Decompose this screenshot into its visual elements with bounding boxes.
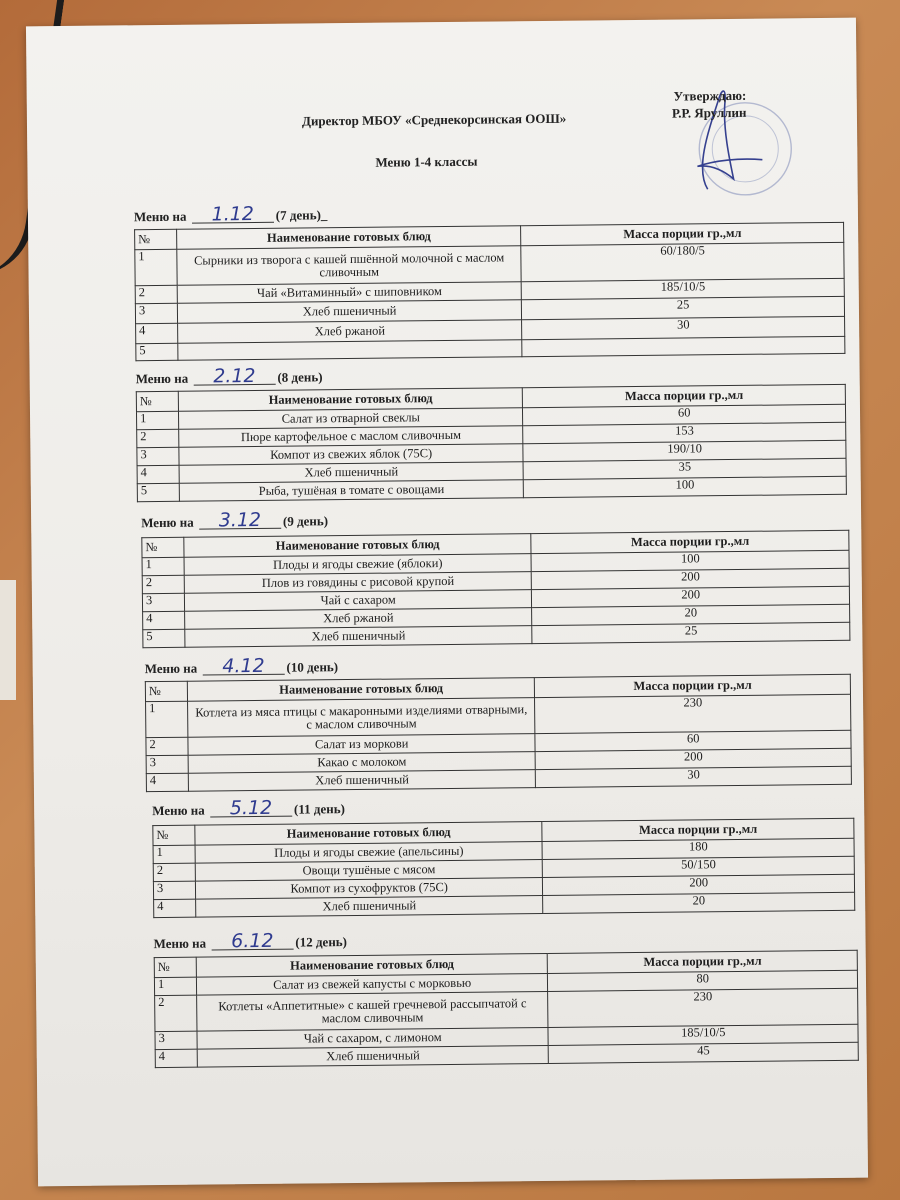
approver-name: Р.Р. Яруллин: [671, 104, 747, 121]
approval-block: [672, 87, 747, 122]
menu-label-text: Меню на: [141, 514, 194, 531]
col-header-number: №: [153, 825, 195, 845]
director-title: Директор МБОУ «Среднекорсинская ООШ»: [301, 110, 567, 129]
menu-day-heading: [134, 205, 328, 225]
row-number: 2: [146, 737, 188, 755]
dish-name: Хлеб пшеничный: [185, 626, 533, 648]
row-number: 1: [136, 411, 178, 429]
dish-name: Чай «Витаминный» с шиповником: [177, 282, 522, 304]
menu-label-text: Меню на: [133, 208, 187, 225]
row-number: 2: [135, 285, 177, 303]
col-header-number: №: [142, 537, 184, 557]
portion-mass: 230: [535, 694, 851, 733]
portion-mass: 185/10/5: [548, 1024, 858, 1045]
row-number: 4: [136, 323, 178, 343]
menu-day-heading: [144, 654, 339, 678]
row-number: 2: [155, 995, 197, 1031]
dish-name: Сырники из творога с кашей пшённой молочной с маслом сливочным: [177, 246, 522, 286]
menu-table: [134, 222, 845, 361]
row-number: 4: [143, 611, 185, 629]
menu-day-heading: [152, 796, 345, 820]
col-header-portion-mass: Масса порции гр.,мл: [548, 950, 858, 973]
portion-mass: 190/10: [523, 440, 846, 461]
dish-name: Хлеб ржаной: [178, 320, 523, 344]
dish-name: Котлеты «Аппетитные» с кашей гречневой рассыпчатой с маслом сливочным: [197, 991, 549, 1031]
row-number: 3: [155, 1031, 197, 1049]
menu-day-heading: [153, 929, 348, 953]
dish-name: Чай с сахаром: [184, 590, 532, 612]
portion-mass: 180: [542, 838, 854, 859]
col-header-number: №: [145, 681, 187, 701]
row-number: 1: [153, 845, 195, 863]
col-header-dish-name: Наименование готовых блюд: [195, 822, 543, 846]
portion-mass: 60: [523, 404, 846, 425]
approve-label: Утверждаю:: [673, 87, 747, 104]
dish-name: Плоды и ягоды свежие (апельсины): [195, 842, 543, 864]
col-header-number: №: [136, 391, 178, 411]
dish-name: Компот из сухофруктов (75С): [195, 878, 543, 900]
row-number: 2: [142, 575, 184, 593]
menu-label-text: Меню на: [153, 935, 207, 952]
menu-day-number: (9 день): [282, 513, 329, 529]
portion-mass: 20: [532, 604, 850, 625]
menu-document-sheet: [26, 18, 868, 1187]
dish-name: Компот из свежих яблок (75С): [179, 444, 524, 466]
menu-day-number: (12 день): [295, 934, 348, 950]
row-number: 1: [142, 557, 184, 575]
dish-name: Котлета из мяса птицы с макаронными изделиями отварными, с маслом сливочным: [187, 698, 535, 738]
dish-name: Хлеб ржаной: [185, 608, 533, 630]
dish-name: Пюре картофельное с маслом сливочным: [179, 426, 524, 448]
menu-table: [136, 384, 847, 502]
row-number: 5: [137, 483, 179, 501]
row-number: 3: [146, 755, 188, 773]
col-header-portion-mass: Масса порции гр.,мл: [521, 222, 844, 245]
portion-mass: 35: [524, 458, 847, 479]
dish-name: Рыба, тушёная в томате с овощами: [179, 480, 524, 502]
row-number: 3: [153, 881, 195, 899]
portion-mass: 25: [532, 622, 850, 643]
menu-label-text: Меню на: [135, 370, 189, 387]
menu-day-number: (7 день)_: [275, 207, 328, 223]
menu-label-text: Меню на: [152, 802, 205, 819]
row-number: 3: [137, 447, 179, 465]
row-number: 5: [143, 629, 185, 647]
dish-name: Плов из говядины с рисовой крупой: [184, 572, 532, 594]
portion-mass: 30: [536, 766, 852, 787]
col-header-portion-mass: Масса порции гр.,мл: [531, 530, 849, 553]
row-number: 1: [154, 977, 196, 995]
handwritten-date: 4.12: [202, 658, 284, 676]
dish-name: [178, 340, 523, 361]
menu-table: [141, 530, 850, 648]
portion-mass: 60/180/5: [521, 242, 844, 281]
row-number: 4: [146, 773, 188, 791]
dish-name: Хлеб пшеничный: [196, 896, 544, 918]
dish-name: Хлеб пшеничный: [179, 462, 524, 484]
row-number: 3: [135, 303, 177, 323]
portion-mass: 200: [532, 586, 850, 607]
menu-day-heading: [135, 364, 323, 388]
dish-name: Салат из моркови: [188, 734, 536, 756]
col-header-number: №: [154, 957, 196, 977]
menu-subtitle: Меню 1-4 классы: [375, 153, 478, 170]
dish-name: Плоды и ягоды свежие (яблоки): [184, 554, 532, 576]
row-number: 4: [155, 1049, 197, 1067]
menu-table: [154, 950, 859, 1068]
portion-mass: 60: [535, 730, 851, 751]
row-number: 4: [154, 899, 196, 917]
portion-mass: 230: [548, 988, 858, 1027]
portion-mass: 200: [543, 874, 855, 895]
portion-mass: 185/10/5: [522, 278, 845, 299]
menu-day-number: (8 день): [277, 369, 323, 385]
row-number: 2: [153, 863, 195, 881]
dish-name: Хлеб пшеничный: [177, 300, 522, 324]
row-number: 1: [146, 701, 188, 737]
portion-mass: 80: [548, 970, 858, 991]
col-header-portion-mass: Масса порции гр.,мл: [523, 384, 846, 407]
portion-mass: 50/150: [543, 856, 855, 877]
menu-day-number: (11 день): [293, 801, 345, 817]
col-header-portion-mass: Масса порции гр.,мл: [535, 674, 851, 697]
menu-day-heading: [141, 508, 329, 532]
handwritten-date: 6.12: [211, 933, 293, 951]
menu-table: [145, 674, 852, 792]
menu-label-text: Меню на: [144, 660, 198, 677]
handwritten-date: 2.12: [193, 368, 275, 386]
portion-mass: 30: [522, 316, 845, 339]
col-header-dish-name: Наименование готовых блюд: [178, 388, 523, 412]
dish-name: Салат из свежей капусты с морковью: [196, 973, 548, 995]
portion-mass: 25: [522, 296, 845, 319]
dish-name: Чай с сахаром, с лимоном: [197, 1027, 549, 1049]
row-number: 1: [135, 249, 177, 285]
row-number: 5: [136, 343, 178, 360]
side-paper-edge: [0, 580, 16, 700]
row-number: 4: [137, 465, 179, 483]
portion-mass: [522, 336, 845, 356]
menu-table: [152, 818, 855, 918]
row-number: 2: [137, 429, 179, 447]
col-header-portion-mass: Масса порции гр.,мл: [542, 818, 854, 841]
col-header-dish-name: Наименование готовых блюд: [177, 226, 522, 250]
col-header-dish-name: Наименование готовых блюд: [187, 678, 535, 702]
handwritten-date: 1.12: [192, 206, 274, 224]
dish-name: Хлеб пшеничный: [197, 1045, 549, 1067]
dish-name: Какао с молоком: [188, 752, 536, 774]
row-number: 3: [142, 593, 184, 611]
portion-mass: 20: [543, 892, 855, 913]
col-header-dish-name: Наименование готовых блюд: [184, 534, 532, 558]
menu-day-number: (10 день): [286, 659, 339, 675]
col-header-dish-name: Наименование готовых блюд: [196, 953, 548, 977]
handwritten-date: 5.12: [210, 800, 292, 818]
portion-mass: 100: [524, 476, 847, 497]
portion-mass: 200: [532, 568, 850, 589]
col-header-number: №: [135, 229, 177, 249]
portion-mass: 100: [531, 550, 849, 571]
dish-name: Хлеб пшеничный: [188, 770, 536, 792]
portion-mass: 153: [523, 422, 846, 443]
handwritten-date: 3.12: [199, 512, 281, 530]
portion-mass: 200: [536, 748, 852, 769]
dish-name: Салат из отварной свеклы: [178, 408, 523, 430]
portion-mass: 45: [549, 1042, 859, 1063]
dish-name: Овощи тушёные с мясом: [195, 860, 543, 882]
